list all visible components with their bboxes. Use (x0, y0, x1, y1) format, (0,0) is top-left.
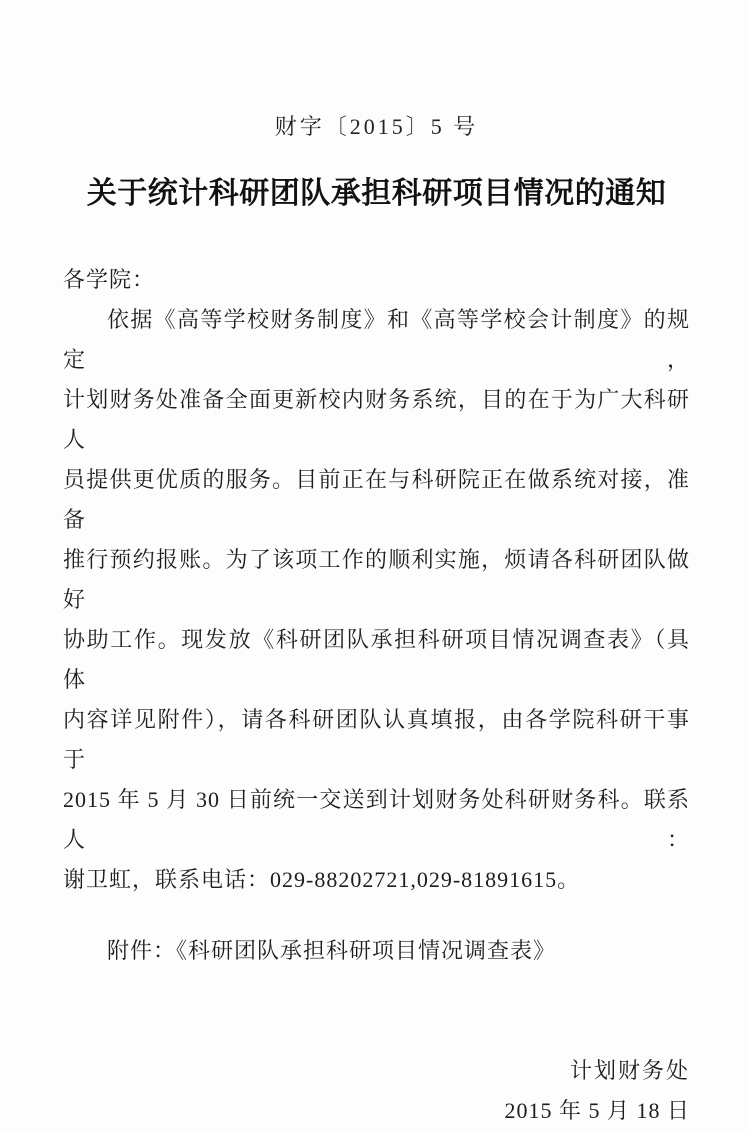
body-line: 协助工作。现发放《科研团队承担科研项目情况调查表》（具体 (63, 627, 690, 692)
document-number: 财字〔2015〕5 号 (274, 114, 479, 139)
document-body (63, 260, 690, 900)
body-line: 2015 年 5 月 30 日前统一交送到计划财务处科研财务科。联系人： (63, 787, 690, 852)
body-line: 员提供更优质的服务。目前正在与科研院正在做系统对接，准备 (63, 467, 690, 532)
issue-date: 2015 年 5 月 18 日 (504, 1098, 690, 1123)
body-line: 计划财务处准备全面更新校内财务系统，目的在于为广大科研人 (63, 387, 690, 452)
body-line: 内容详见附件），请各科研团队认真填报，由各学院科研干事于 (63, 707, 690, 772)
document-title: 关于统计科研团队承担科研项目情况的通知 (86, 177, 667, 210)
issuing-department-signature: 计划财务处 (569, 1058, 690, 1083)
body-line: 谢卫虹，联系电话：029-88202721,029-81891615。 (63, 867, 581, 892)
salutation-line: 各学院： (63, 267, 156, 292)
body-line: 推行预约报账。为了该项工作的顺利实施，烦请各科研团队做好 (63, 547, 690, 612)
attachment-line: 附件：《科研团队承担科研项目情况调查表》 (107, 938, 557, 963)
body-line: 依据《高等学校财务制度》和《高等学校会计制度》的规定， (63, 307, 690, 372)
